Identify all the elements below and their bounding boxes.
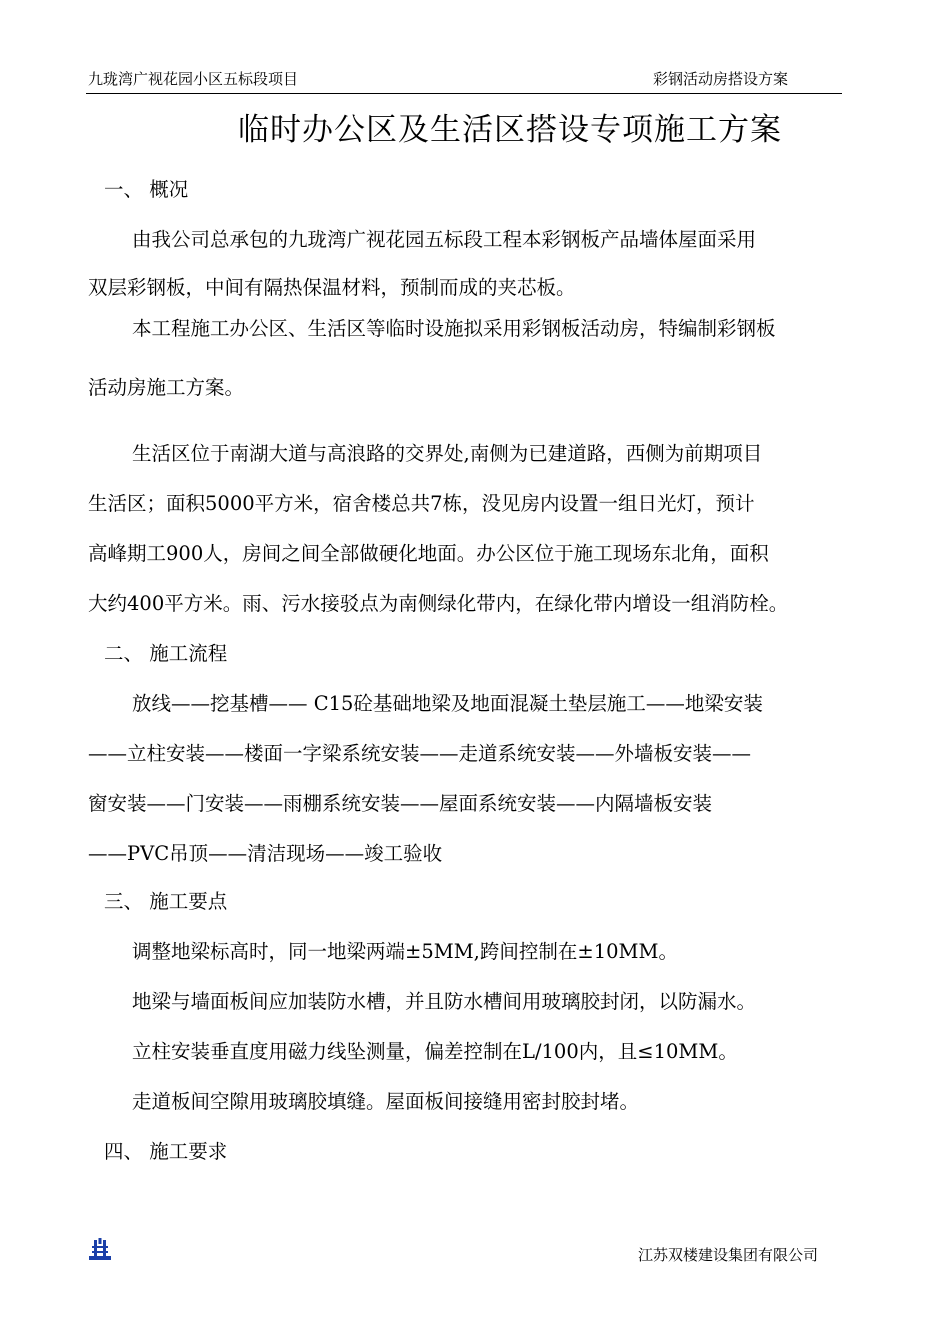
key-point-item: 调整地梁标高时，同一地梁两端±5MM,跨间控制在±10MM。 [132,940,678,963]
paragraph-line: 大约400平方米。雨、污水接驳点为南侧绿化带内，在绿化带内增设一组消防栓。 [88,592,789,615]
process-flow-line: ——PVC吊顶——清洁现场——竣工验收 [88,842,443,865]
key-point-item: 走道板间空隙用玻璃胶填缝。屋面板间接缝用密封胶封堵。 [132,1090,640,1113]
paragraph-line: 生活区位于南湖大道与高浪路的交界处,南侧为已建道路，西侧为前期项目 [132,442,763,465]
paragraph-line: 活动房施工方案。 [88,376,245,399]
key-point-item: 地梁与墙面板间应加装防水槽，并且防水槽间用玻璃胶封闭，以防漏水。 [132,990,757,1013]
section-heading-requirements: 四、 施工要求 [104,1140,228,1163]
section-heading-overview: 一、 概况 [104,178,189,201]
company-logo-icon [88,1237,112,1261]
process-flow-line: 放线——挖基槽—— C15砼基础地梁及地面混凝土垫层施工——地梁安装 [132,692,763,715]
document-title: 临时办公区及生活区搭设专项施工方案 [238,112,782,148]
paragraph-line: 高峰期工900人，房间之间全部做硬化地面。办公区位于施工现场东北角，面积 [88,542,769,565]
paragraph-line: 本工程施工办公区、生活区等临时设施拟采用彩钢板活动房，特编制彩钢板 [132,317,776,340]
section-heading-key-points: 三、 施工要点 [104,890,228,913]
paragraph-line: 生活区；面积5000平方米，宿舍楼总共7栋，没见房内设置一组日光灯，预计 [88,492,755,515]
paragraph-line: 双层彩钢板，中间有隔热保温材料，预制而成的夹芯板。 [88,276,576,299]
header-left-text: 九珑湾广视花园小区五标段项目 [88,70,299,88]
process-flow-line: ——立柱安装——楼面一字梁系统安装——走道系统安装——外墙板安装—— [88,742,752,765]
process-flow-line: 窗安装——门安装——雨棚系统安装——屋面系统安装——内隔墙板安装 [88,792,713,815]
section-heading-process: 二、 施工流程 [104,642,228,665]
footer-company-name: 江苏双楼建设集团有限公司 [638,1246,819,1264]
key-point-item: 立柱安装垂直度用磁力线坠测量，偏差控制在L/100内，且≤10MM。 [132,1040,738,1063]
header-divider [86,93,842,94]
paragraph-line: 由我公司总承包的九珑湾广视花园五标段工程本彩钢板产品墙体屋面采用 [132,228,757,251]
header-right-text: 彩钢活动房搭设方案 [653,70,789,88]
